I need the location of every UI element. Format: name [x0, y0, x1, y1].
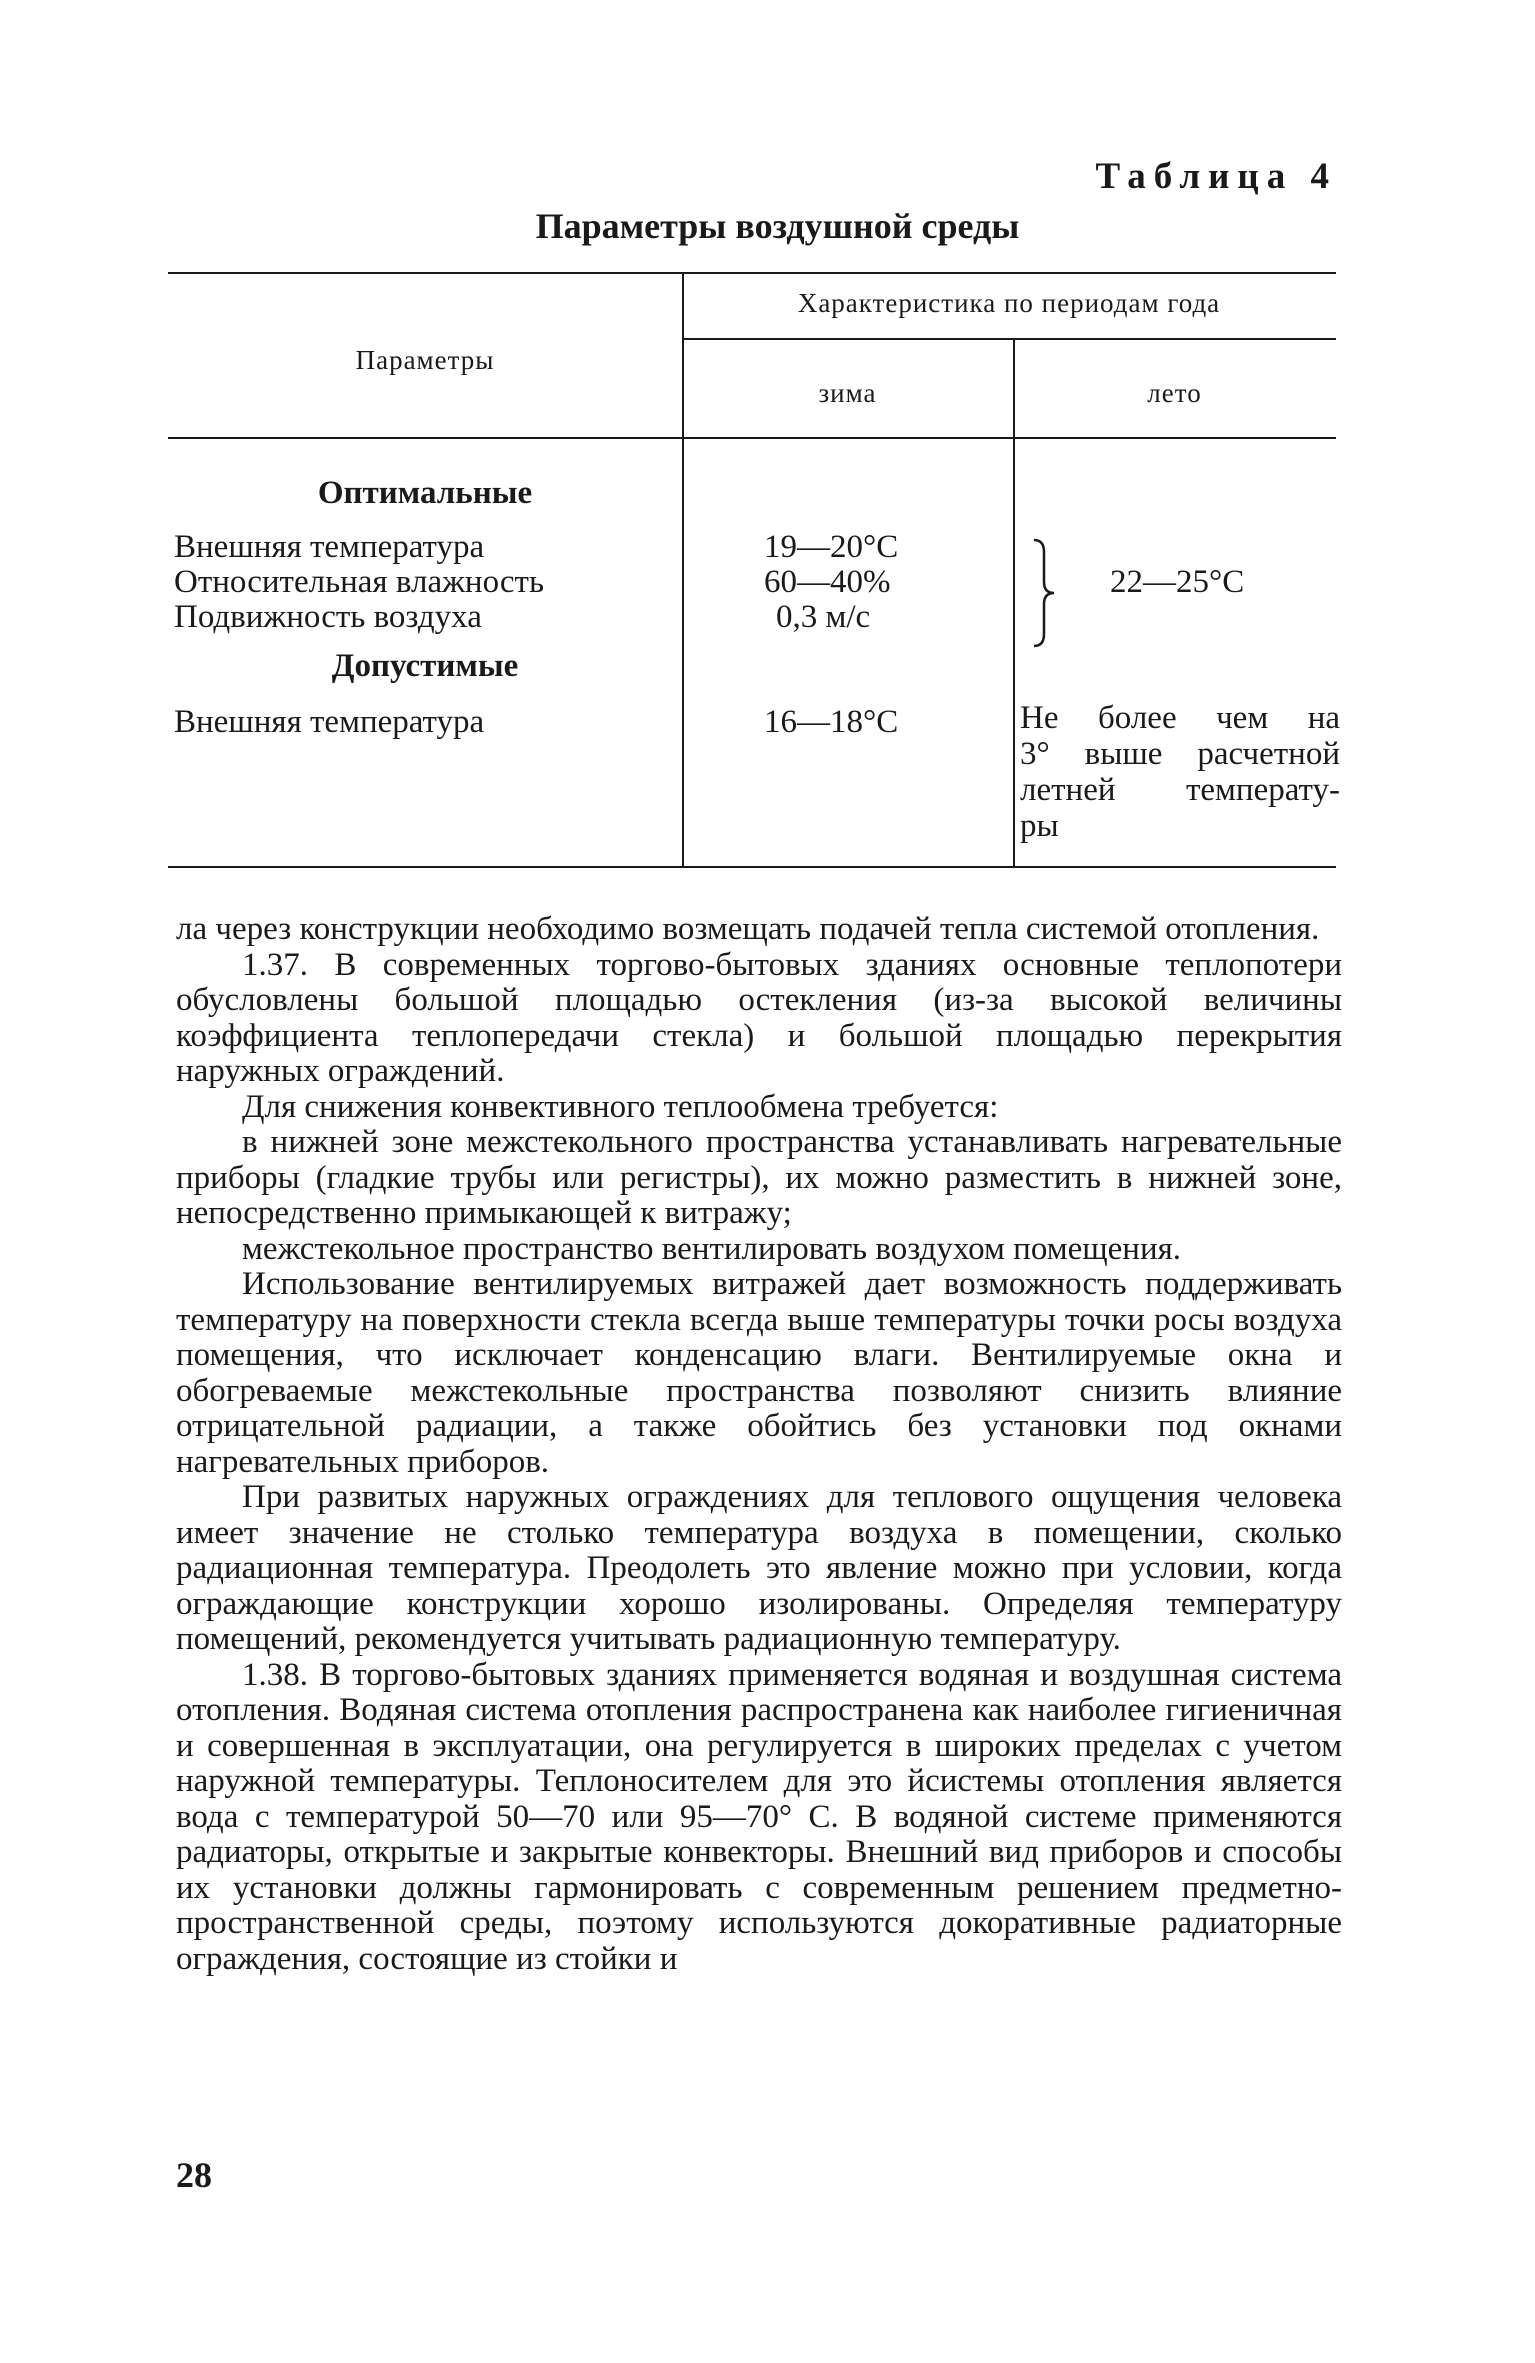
paragraph: Для снижения конвективного теплообмена требуется: [242, 1088, 999, 1125]
table-subheader-rule [682, 338, 1336, 340]
header-params: Параметры [355, 345, 495, 375]
paragraph: 1.38. В торгово-бытовых зданиях применяется водяная и воздушная система отопления. Водяная система отопления распространена как наиболее гигиеничная и совершенная в эксплуатации, она регулируется в широких пределах с учетом наружной температуры. Теплоносителем для это йсистемы отопления является вода с температурой 50—70 или 95—70° С. В водяной системе применяются радиаторы, открытые и закрытые конвекторы. Внешний вид приборов и способы их установки должны гармонировать с современным решением предметно-пространственной среды, поэтому используются докоративные радиаторные ограждения, состоящие из стойки и [176, 1656, 1342, 1977]
paragraph: 1.37. В современных торгово-бытовых зданиях основные теплопотери обусловлены большой площадью остекления (из-за высокой величины коэффициента теплопередачи стекла) и большой площадью перекрытия наружных ограждений. [176, 946, 1342, 1089]
right-brace [1030, 538, 1060, 648]
row-winter-value: 60—40% [764, 564, 891, 600]
paragraph: Использование вентилируемых витражей дает возможность поддерживать температуру на поверхности стекла всегда выше температуры точки росы воздуха помещения, что исключает конденсацию влаги. Вентилируемые окна и обогреваемые межстекольные пространства позволяют снизить влияние отрицательной радиации, а также обойтись без установки под окнами нагревательных приборов. [176, 1266, 1342, 1480]
group-title-allowed: Допустимые [331, 648, 519, 684]
row-param: Внешняя температура [174, 704, 485, 740]
row-param: Относительная влажность [174, 564, 545, 600]
note-line: Не более чем на [1020, 700, 1340, 736]
table-top-rule [168, 272, 1336, 274]
paragraph: межстекольное пространство вентилировать воздухом помещения. [242, 1230, 1182, 1267]
page-number: 28 [176, 2155, 212, 2195]
summer-allowed-note [1020, 700, 1340, 844]
table-number-label: Таблица 4 [1095, 156, 1337, 197]
table-title-text: Параметры воздушной среды [535, 206, 1020, 246]
table-column-divider-2 [1013, 338, 1015, 866]
table-header-bottom-rule [168, 437, 1336, 439]
note-line: ры [1020, 808, 1059, 844]
table-title [0, 205, 1535, 247]
note-line: летней температу- [1020, 772, 1340, 808]
paragraph: ла через конструкции необходимо возмещать подачей тепла системой отопления. [176, 911, 1320, 947]
body-text [176, 912, 1342, 1977]
row-winter-value: 0,3 м/с [776, 599, 871, 635]
row-winter-value: 19—20°C [764, 529, 899, 565]
row-param: Внешняя температура [174, 529, 485, 565]
paragraph: При развитых наружных ограждениях для теплового ощущения человека имеет значение не столько температура воздуха в помещении, сколько радиационная температура. Преодолеть это явление можно при условии, когда ограждающие конструкции хорошо изолированы. Определяя температуру помещений, рекомендуется учитывать радиационную температуру. [176, 1479, 1342, 1657]
table-column-divider-1 [682, 272, 684, 866]
group-title-optimal: Оптимальные [317, 475, 533, 511]
brace-icon [1030, 538, 1060, 648]
table-bottom-rule [168, 866, 1336, 868]
header-period-group: Характеристика по периодам года [797, 288, 1221, 318]
header-summer: лето [1147, 378, 1202, 408]
note-line: 3° выше расчетной [1020, 736, 1340, 772]
summer-optimal-value: 22—25°C [1110, 564, 1245, 600]
row-winter-value: 16—18°C [764, 704, 899, 740]
row-param: Подвижность воздуха [174, 599, 482, 635]
paragraph: в нижней зоне межстекольного пространства устанавливать нагревательные приборы (гладкие трубы или регистры), их можно разместить в нижней зоне, непосредственно примыкающей к витражу; [176, 1124, 1342, 1231]
header-winter: зима [818, 378, 877, 408]
